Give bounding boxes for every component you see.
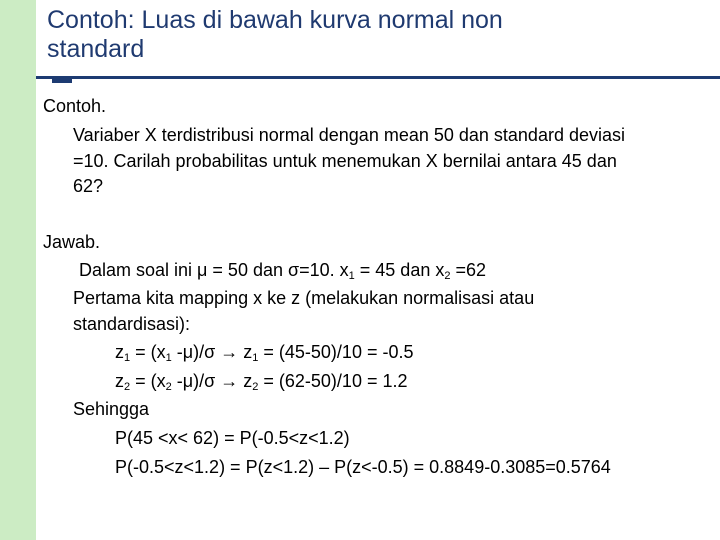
given-sub-1: 1 <box>348 270 355 282</box>
question-line-1: Variaber X terdistribusi normal dengan mean 50 dan standard deviasi <box>73 125 625 145</box>
z2-var-sub: 2 <box>124 381 131 393</box>
z1-result-var: z <box>238 342 253 362</box>
given-sub-2: 2 <box>444 270 451 282</box>
z1-x-sub: 1 <box>165 352 172 364</box>
z2-result-var: z <box>238 371 253 391</box>
mapping-line-2: standardisasi): <box>73 314 191 334</box>
result-line-2: P(-0.5<z<1.2) = P(z<1.2) – P(z<-0.5) = 0.8849-0.3085=0.5764 <box>115 457 611 477</box>
z1-formula-line <box>115 341 413 363</box>
title-rule-tab <box>52 77 72 83</box>
example-heading: Contoh. <box>43 96 107 116</box>
slide-title-line-2: standard <box>47 35 145 63</box>
z2-expr-end: -μ)/σ <box>171 371 221 391</box>
given-values-line <box>79 259 486 281</box>
z2-result: = (62-50)/10 = 1.2 <box>258 371 408 391</box>
result-line-1: P(45 <x< 62) = P(-0.5<z<1.2) <box>115 428 350 448</box>
given-mid: = 45 dan x <box>354 260 445 280</box>
slide-title <box>47 6 687 64</box>
z1-var: z <box>115 342 124 362</box>
slide-title-line-1: Contoh: Luas di bawah kurva normal non <box>47 6 503 34</box>
given-prefix: Dalam soal ini μ = 50 dan σ=10. x <box>79 260 349 280</box>
z2-x-sub: 2 <box>165 381 172 393</box>
given-suffix: =62 <box>450 260 487 280</box>
z1-expr-end: -μ)/σ <box>171 342 221 362</box>
z2-expr-start: = (x <box>130 371 166 391</box>
z2-result-sub: 2 <box>252 381 259 393</box>
conclusion-heading: Sehingga <box>73 399 150 419</box>
z1-var-sub: 1 <box>124 352 131 364</box>
right-arrow-icon: → <box>220 342 239 362</box>
question-line-3: 62? <box>73 176 104 196</box>
z2-var: z <box>115 371 124 391</box>
mapping-line-1: Pertama kita mapping x ke z (melakukan normalisasi atau <box>73 288 535 308</box>
title-underline-rule <box>36 76 720 79</box>
z1-result: = (45-50)/10 = -0.5 <box>258 342 414 362</box>
question-line-2: =10. Carilah probabilitas untuk menemukan X bernilai antara 45 dan <box>73 151 617 171</box>
right-arrow-icon: → <box>220 371 239 391</box>
z2-formula-line <box>115 370 408 392</box>
z1-result-sub: 1 <box>252 352 259 364</box>
answer-heading: Jawab. <box>43 232 101 252</box>
z1-expr-start: = (x <box>130 342 166 362</box>
left-accent-band <box>0 0 36 540</box>
